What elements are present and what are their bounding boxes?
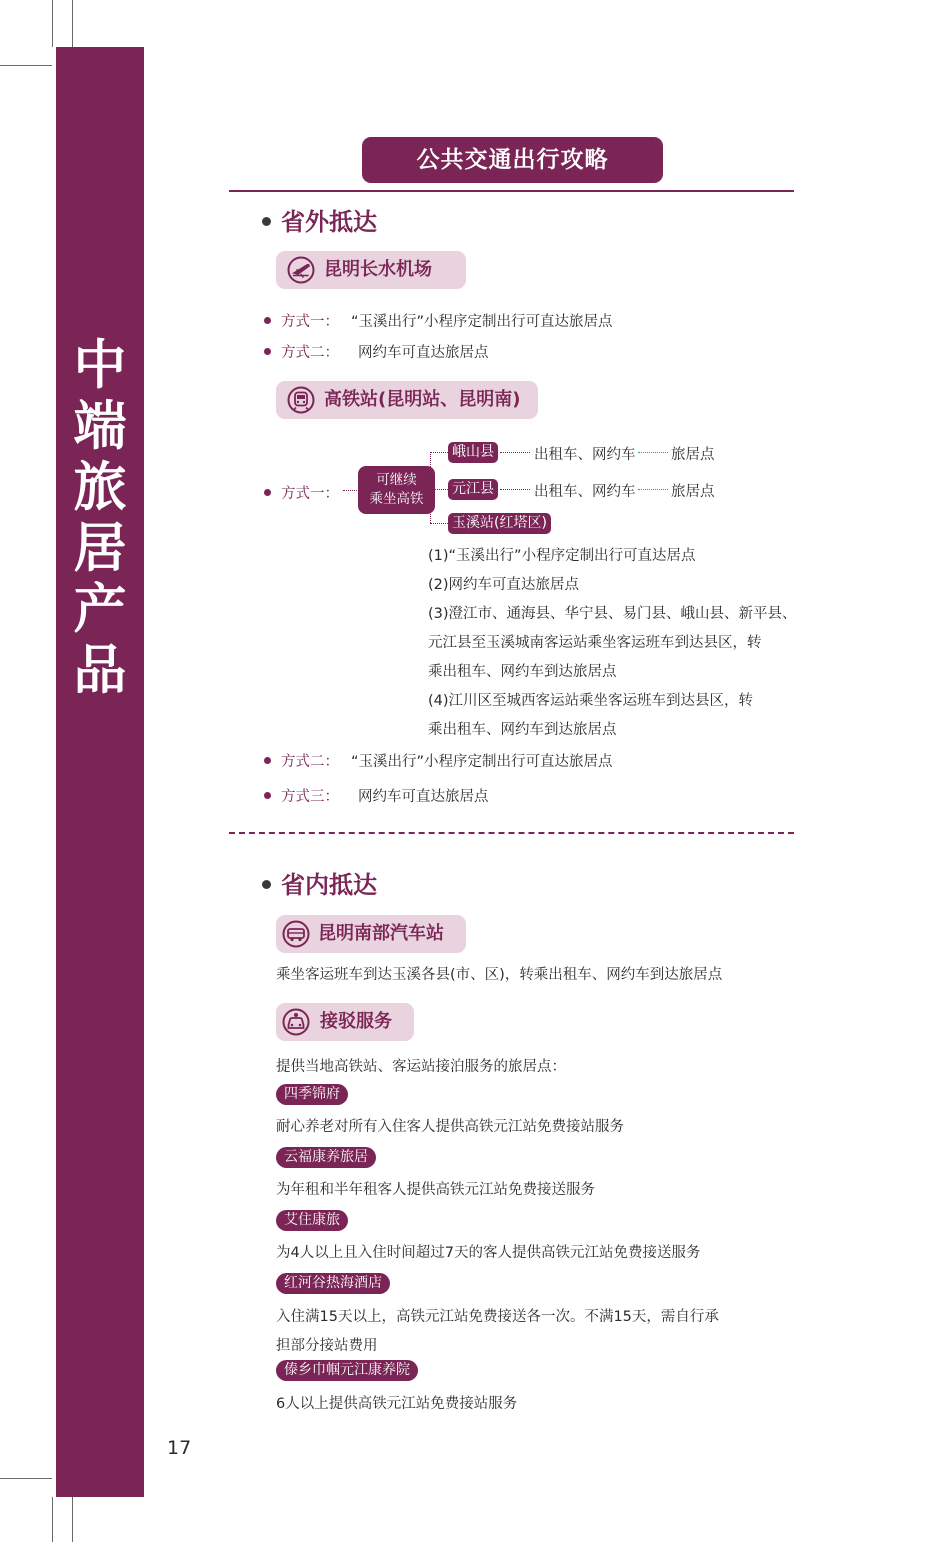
pill-title: 高铁站(昆明站、昆明南) — [324, 389, 521, 410]
airport-pill — [276, 251, 466, 289]
shuttle-description: 入住满15天以上，高铁元江站免费接送各一次。不满15天，需自行承 — [276, 1309, 719, 1325]
sidebar-char: 居 — [73, 517, 127, 579]
bullet-icon — [264, 489, 271, 496]
station-tag: 峨山县 — [448, 442, 498, 463]
crop-mark — [72, 1497, 73, 1542]
bus-description: 乘坐客运班车到达玉溪各县(市、区)，转乘出租车、网约车到达旅居点 — [276, 967, 723, 983]
pill-title: 接驳服务 — [320, 1011, 392, 1032]
method-row — [264, 482, 339, 503]
connector-line — [430, 452, 431, 523]
method-row — [264, 785, 489, 806]
shuttle-description: 担部分接站费用 — [276, 1338, 378, 1354]
method-text: “玉溪出行”小程序定制出行可直达旅居点 — [351, 314, 613, 330]
crop-mark — [72, 0, 73, 47]
connector-line — [638, 489, 668, 490]
hub-line: 可继续 — [376, 472, 417, 488]
sidebar-char: 旅 — [73, 456, 127, 518]
note-line: (2)网约车可直达旅居点 — [428, 577, 580, 593]
transport-mode: 出租车、网约车 — [534, 484, 636, 500]
sidebar-char: 产 — [73, 578, 127, 640]
sidebar — [56, 47, 144, 1497]
method-row — [264, 310, 613, 331]
method-row — [264, 750, 613, 771]
crop-mark — [0, 1478, 52, 1479]
bus-station-pill — [276, 915, 466, 953]
car-icon — [282, 1008, 310, 1036]
connector-line — [430, 523, 448, 524]
method-label: 方式一： — [281, 486, 339, 502]
title-rule — [229, 190, 794, 192]
note-line: (4)江川区至城西客运站乘坐客运班车到达县区，转 — [428, 693, 754, 709]
sidebar-title — [56, 335, 144, 701]
connector-line — [430, 452, 448, 453]
connector-line — [500, 452, 530, 453]
bullet-icon — [262, 880, 271, 889]
method-label: 方式三： — [281, 789, 339, 805]
destination-label: 旅居点 — [671, 447, 715, 463]
airplane-icon — [287, 256, 315, 284]
note-line: 乘出租车、网约车到达旅居点 — [428, 664, 617, 680]
method-text: “玉溪出行”小程序定制出行可直达旅居点 — [351, 754, 613, 770]
shuttle-description: 为年租和半年租客人提供高铁元江站免费接送服务 — [276, 1182, 595, 1198]
bus-icon — [282, 920, 310, 948]
sidebar-char: 中 — [73, 334, 127, 396]
bullet-icon — [264, 317, 271, 324]
bullet-icon — [264, 757, 271, 764]
method-label: 方式二： — [281, 754, 339, 770]
connector-line — [500, 489, 530, 490]
shuttle-description: 耐心养老对所有入住客人提供高铁元江站免费接站服务 — [276, 1119, 624, 1135]
lodging-tag: 艾住康旅 — [276, 1210, 348, 1231]
method-label: 方式一： — [281, 314, 339, 330]
section-divider — [229, 832, 794, 834]
crop-mark — [52, 0, 53, 47]
sidebar-char: 端 — [73, 395, 127, 457]
lodging-tag: 云福康养旅居 — [276, 1147, 376, 1168]
connector-line — [435, 489, 448, 490]
shuttle-description: 为4人以上且入住时间超过7天的客人提供高铁元江站免费接送服务 — [276, 1245, 701, 1261]
bullet-icon — [264, 348, 271, 355]
lodging-tag: 红河谷热海酒店 — [276, 1273, 390, 1294]
note-line: 元江县至玉溪城南客运站乘坐客运班车到达县区，转 — [428, 635, 762, 651]
destination-label: 旅居点 — [671, 484, 715, 500]
pill-title: 昆明长水机场 — [324, 259, 432, 280]
method-text: 网约车可直达旅居点 — [358, 789, 489, 805]
method-row — [264, 341, 489, 362]
hub-box — [358, 466, 435, 514]
train-icon — [287, 386, 315, 414]
sidebar-char: 品 — [73, 639, 127, 701]
method-text: 网约车可直达旅居点 — [358, 345, 489, 361]
lodging-tag: 四季锦府 — [276, 1084, 348, 1105]
bullet-icon — [264, 792, 271, 799]
station-tag: 玉溪站(红塔区) — [448, 513, 551, 534]
section-heading-in-province — [262, 865, 377, 900]
method-label: 方式二： — [281, 345, 339, 361]
crop-mark — [52, 1497, 53, 1542]
bullet-icon — [262, 217, 271, 226]
hub-line: 乘坐高铁 — [369, 491, 424, 507]
section-heading-out-province — [262, 202, 377, 237]
shuttle-intro: 提供当地高铁站、客运站接泊服务的旅居点： — [276, 1059, 566, 1075]
lodging-tag: 傣乡巾帼元江康养院 — [276, 1360, 418, 1381]
station-tag: 元江县 — [448, 479, 498, 500]
connector-line — [638, 452, 668, 453]
section-heading-text: 省内抵达 — [281, 871, 377, 899]
note-line: 乘出租车、网约车到达旅居点 — [428, 722, 617, 738]
note-line: (1)“玉溪出行”小程序定制出行可直达居点 — [428, 548, 696, 564]
connector-line — [343, 490, 357, 491]
page-title: 公共交通出行攻略 — [362, 137, 663, 183]
shuttle-description: 6人以上提供高铁元江站免费接站服务 — [276, 1396, 518, 1412]
rail-pill — [276, 381, 538, 419]
section-heading-text: 省外抵达 — [281, 208, 377, 236]
crop-mark — [0, 65, 52, 66]
shuttle-pill — [276, 1003, 414, 1041]
page-number: 17 — [167, 1437, 192, 1459]
note-line: (3)澄江市、通海县、华宁县、易门县、峨山县、新平县、 — [428, 606, 797, 622]
pill-title: 昆明南部汽车站 — [318, 923, 444, 944]
transport-mode: 出租车、网约车 — [534, 447, 636, 463]
